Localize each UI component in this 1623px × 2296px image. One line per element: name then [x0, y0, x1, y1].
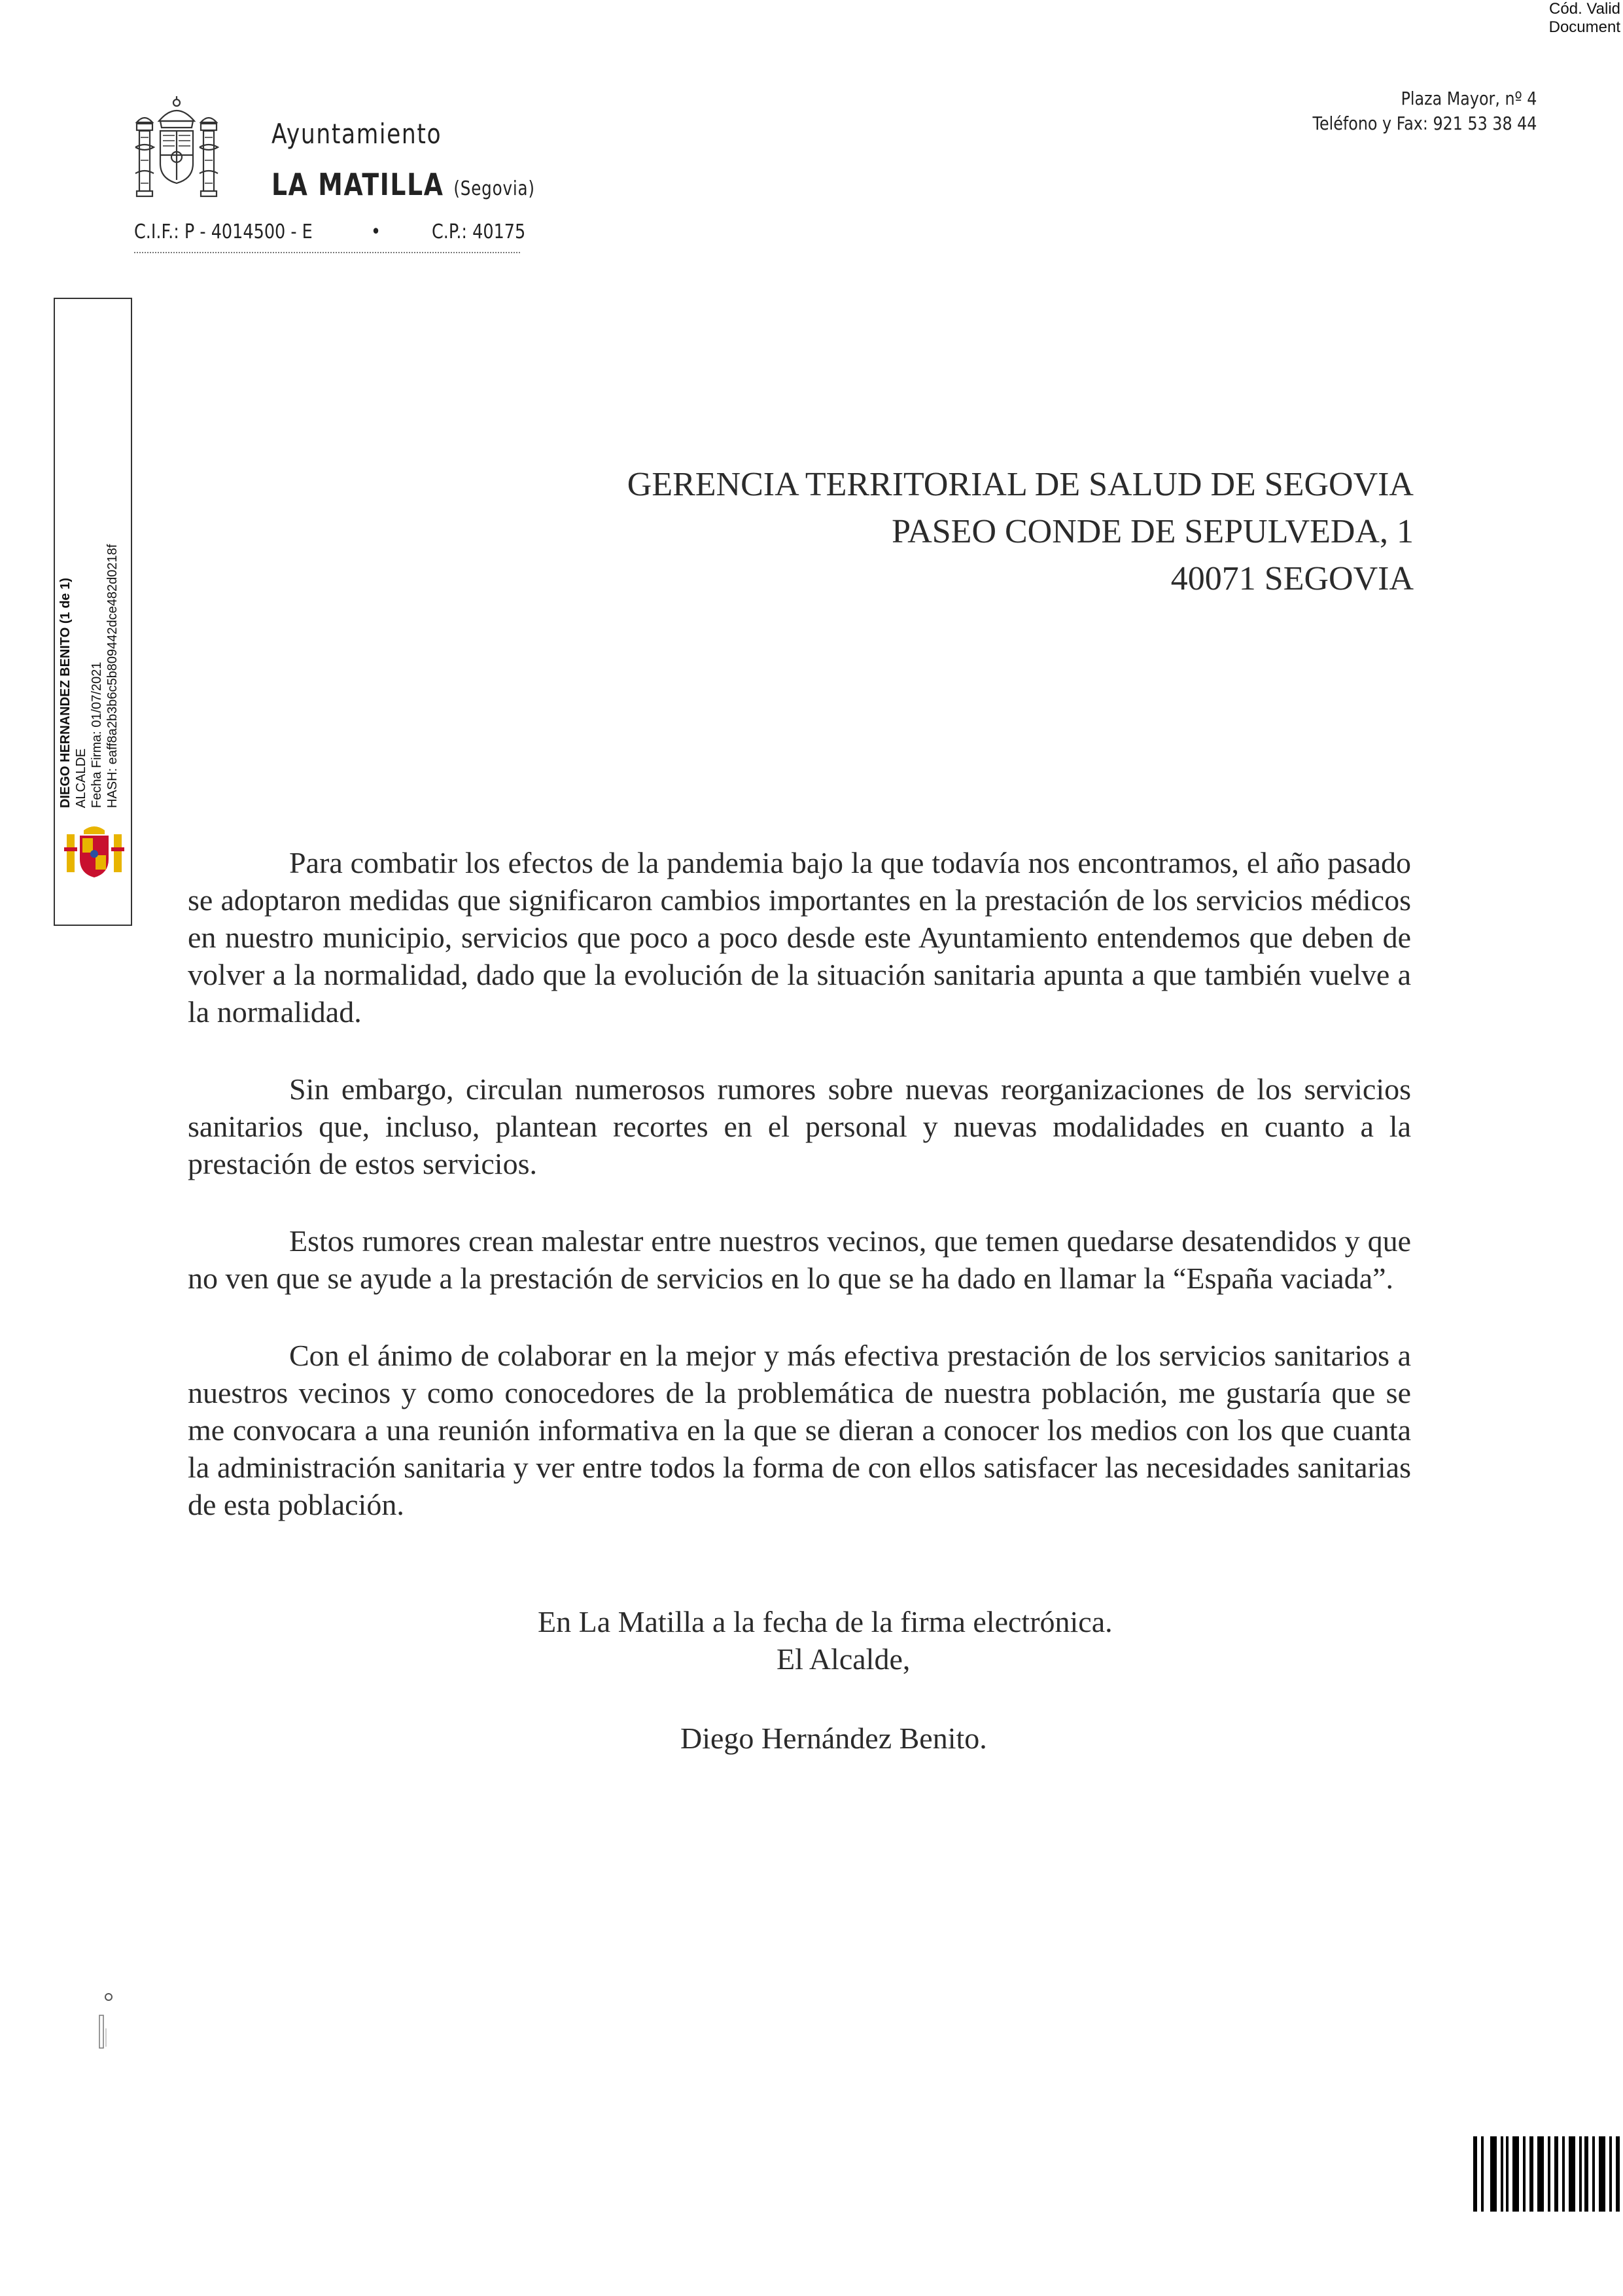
- municipality: LA MATILLA: [271, 167, 444, 202]
- letter-body: [188, 844, 1411, 1563]
- margin-mark-icon: [97, 1989, 116, 2055]
- signer-role: ALCALDE: [74, 748, 88, 808]
- paragraph-4: Con el ánimo de colaborar en la mejor y más efectiva prestación de los servicios sanitarios a nuestros vecinos y como conocedores de la problemática de nuestra población, me gustaría que se me convocara a una reunión informativa en la que se dieran a conocer los medios con los que cuanta la administración sanitaria y ver entre todos la forma de con ellos satisfacer las necesidades sanitarias de esta población.: [188, 1339, 1411, 1521]
- recipient-line-1: GERENCIA TERRITORIAL DE SALUD DE SEGOVIA: [627, 466, 1414, 503]
- coat-of-arms-icon: [134, 95, 219, 209]
- entity-name: Ayuntamiento: [271, 118, 442, 150]
- paragraph-1: Para combatir los efectos de la pandemia bajo la que todavía nos encontramos, el año pasado se adoptaron medidas que significaron cambios importantes en la prestación de los servicios médicos en nuestro municipio, servicios que poco a poco desde este Ayuntamiento entendemos que deben de volver a la normalidad, dado que la evolución de la situación sanitaria apunta a que también vuelve a la normalidad.: [188, 846, 1411, 1029]
- e-signature-text: [58, 544, 120, 808]
- validation-line-2: Document: [1548, 18, 1620, 36]
- separator-bullet: •: [371, 221, 381, 243]
- paragraph-2: Sin embargo, circulan numerosos rumores sobre nuevas reorganizaciones de los servicios sanitarios que, incluso, plantean recortes en el personal y nuevas modalidades en cuanto a la prestación de estos servicios.: [188, 1072, 1411, 1180]
- recipient-line-2: PASEO CONDE DE SEPULVEDA, 1: [892, 513, 1414, 550]
- signer-title: El Alcalde,: [777, 1642, 911, 1676]
- barcode-icon: [1472, 2136, 1623, 2212]
- signature-seal-icon: [64, 821, 124, 881]
- validation-code: [1549, 0, 1620, 37]
- street-address: Plaza Mayor, nº 4: [1401, 88, 1537, 109]
- tax-info-row: [134, 218, 526, 253]
- recipient-line-3: 40071 SEGOVIA: [1170, 560, 1414, 597]
- place-date: En La Matilla a la fecha de la firma electrónica.: [538, 1605, 1113, 1638]
- municipality-name: [271, 167, 535, 202]
- sender-address: [1312, 86, 1537, 136]
- province: (Segovia): [453, 177, 535, 200]
- signer-full-name: Diego Hernández Benito.: [680, 1722, 987, 1755]
- phone-fax: Teléfono y Fax: 921 53 38 44: [1312, 113, 1537, 134]
- signature-hash: HASH: eaff8a2b3b6c5b809442dce482d0218f: [105, 544, 120, 808]
- recipient-address: [627, 461, 1414, 603]
- validation-line-1: Cód. Valid: [1549, 0, 1620, 18]
- paragraph-3: Estos rumores crean malestar entre nuestros vecinos, que temen quedarse desatendidos y que no ven que se ayude a la prestación de servicios en lo que se ha dado en llamar la “España vaciada”.: [188, 1224, 1411, 1295]
- signature-date: Fecha Firma: 01/07/2021: [90, 662, 104, 808]
- cif: C.I.F.: P - 4014500 - E: [134, 221, 313, 243]
- signer-name: DIEGO HERNANDEZ BENITO (1 de 1): [58, 578, 73, 808]
- postal-code: C.P.: 40175: [432, 221, 526, 243]
